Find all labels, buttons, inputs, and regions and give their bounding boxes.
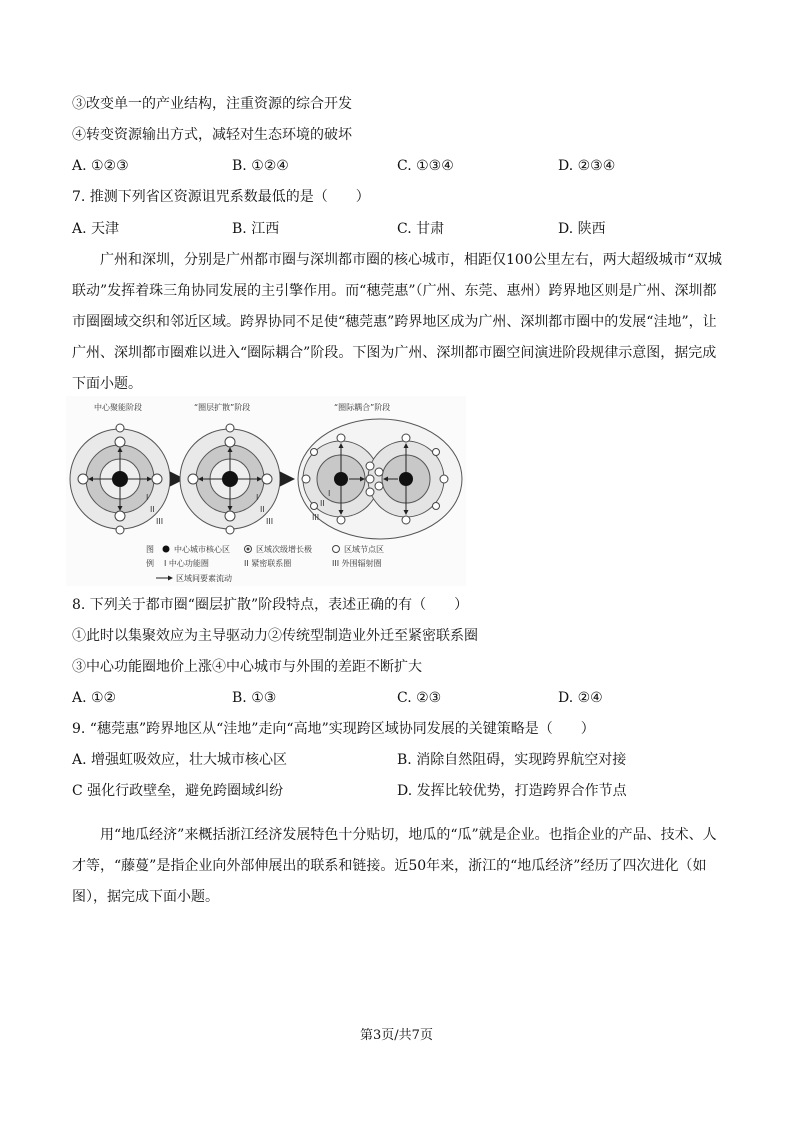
- stage2-ring-iii: III: [266, 517, 274, 526]
- q9-option-a: A. 增强虹吸效应，壮大城市核心区: [72, 752, 288, 768]
- q8-option-d: D. ②④: [558, 690, 603, 706]
- legend-head-1: 图: [146, 545, 154, 554]
- stage3-title: “圈际耦合”阶段: [334, 403, 391, 412]
- q7-stem: 7. 推测下列省区资源诅咒系数最低的是（ ）: [72, 189, 370, 205]
- stage3-ring-i: I: [328, 489, 331, 498]
- stage2-title: “圈层扩散”阶段: [194, 403, 251, 412]
- statement-4: ④转变资源输出方式，减轻对生态环境的破坏: [72, 127, 352, 143]
- page-footer: 第3页/共7页: [360, 1028, 433, 1043]
- q8-option-b: B. ①③: [232, 690, 277, 706]
- stage2-ring-ii: II: [260, 505, 265, 514]
- stage1-ring-i: I: [146, 493, 149, 502]
- q8-option-a: A. ①②: [72, 690, 117, 706]
- stage1-ring-iii: III: [156, 517, 164, 526]
- legend-ring-iii: III 外围辐射圈: [332, 559, 382, 568]
- q7-option-b: B. 江西: [232, 221, 280, 237]
- stage3-graphic: [298, 419, 462, 539]
- legend-ring-i: I 中心功能圈: [164, 559, 209, 568]
- legend-head-2: 例: [146, 559, 154, 568]
- stage1-title: 中心聚能阶段: [94, 403, 142, 412]
- passage-digua-economy: 用“地瓜经济”来概括浙江经济发展特色十分贴切，地瓜的“瓜”就是企业。也指企业的产品、技术、人才等，“藤蔓”是指企业向外部伸展出的联系和链接。近50年来，浙江的“地瓜经济”经历了四次进化（如图），据完成下面小题。: [72, 827, 717, 905]
- q7-option-c: C. 甘肃: [397, 221, 445, 237]
- legend-flow: 区域间要素流动: [176, 574, 232, 583]
- q7-option-d: D. 陕西: [558, 221, 606, 237]
- q6-option-c: C. ①③④: [397, 158, 454, 174]
- q8-option-c: C. ②③: [397, 690, 442, 706]
- q9-option-b: B. 消除自然阻碍，实现跨界航空对接: [397, 752, 627, 768]
- q8-statements-1: ①此时以集聚效应为主导驱动力②传统型制造业外迁至紧密联系圈: [72, 628, 478, 644]
- legend-ring-ii: II 紧密联系圈: [244, 559, 292, 568]
- stage1-ring-ii: II: [150, 505, 155, 514]
- q6-option-b: B. ①②④: [232, 158, 289, 174]
- legend-core: 中心城市核心区: [174, 545, 230, 554]
- q9-stem: 9. “穗莞惠”跨界地区从“洼地”走向“高地”实现跨区域协同发展的关键策略是（ ）: [72, 721, 595, 737]
- legend-subgrowth: 区域次级增长极: [256, 545, 312, 554]
- stage3-ring-iii: III: [312, 513, 320, 522]
- q9-option-d: D. 发挥比较优势，打造跨界合作节点: [397, 783, 627, 799]
- q9-option-c: C 强化行政壁垒，避免跨圈域纠纷: [72, 783, 284, 799]
- q6-option-d: D. ②③④: [558, 158, 616, 174]
- legend-node: 区域节点区: [344, 545, 384, 554]
- stage2-ring-i: I: [256, 493, 259, 502]
- q7-option-a: A. 天津: [72, 221, 120, 237]
- q8-stem: 8. 下列关于都市圈“圈层扩散”阶段特点，表述正确的有（ ）: [72, 597, 469, 613]
- metropolitan-stages-diagram: [66, 396, 466, 586]
- statement-3: ③改变单一的产业结构，注重资源的综合开发: [72, 96, 352, 112]
- q6-option-a: A. ①②③: [72, 158, 129, 174]
- stage3-ring-ii: II: [320, 499, 325, 508]
- passage-guangzhou-shenzhen: 广州和深圳，分别是广州都市圈与深圳都市圈的核心城市，相距仅100公里左右，两大超级城市“双城联动”发挥着珠三角协同发展的主引擎作用。而“穗莞惠”（广州、东莞、惠州）跨界地区则是广州、深圳都市圈圈域交织和邻近区域。跨界协同不足使“穗莞惠”跨界地区成为广州、深圳都市圈中的发展“洼地”，让广州、深圳都市圈难以进入“圈际耦合”阶段。下图为广州、深圳都市圈空间演进阶段规律示意图，据完成下面小题。: [72, 252, 722, 392]
- q8-statements-2: ③中心功能圈地价上涨④中心城市与外围的差距不断扩大: [72, 659, 422, 675]
